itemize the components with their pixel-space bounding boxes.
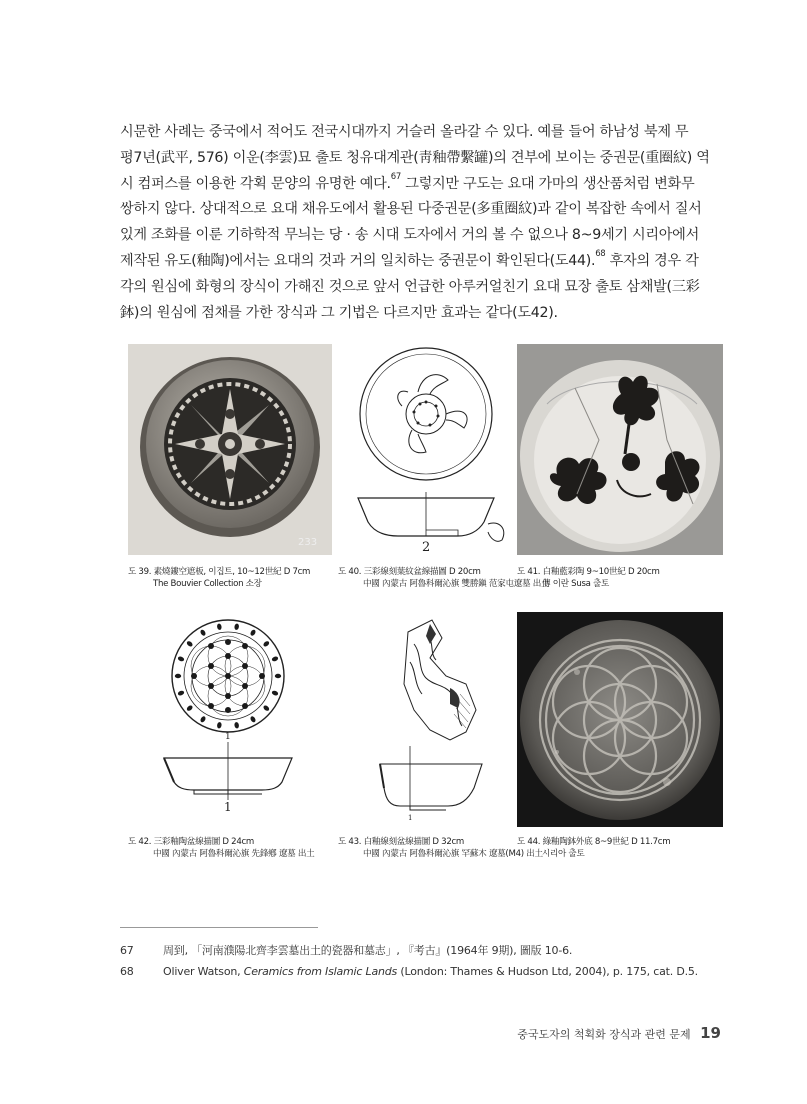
figure-43-caption: 도 43. 白釉線刻盆線描圖 D 32cm 中國 內蒙古 阿魯科爾沁旗 罕蘇木 遼墓(M4) 出土 [338,837,543,859]
body-paragraph [120,120,732,326]
figure-40-drawing [338,344,513,558]
figure-44-photo [517,612,723,827]
body-line: 제작된 유도(釉陶)에서는 요대의 것과 거의 일치하는 중권문이 확인된다(도44).$^{68}$ 후자의 경우 각 [120,248,699,269]
body-line: 시문한 사례는 중국에서 적어도 전국시대까지 거슬러 올라갈 수 있다. 예를 들어 하남성 북제 무 [120,124,689,140]
figure-42-drawing [158,614,308,822]
body-line: 있게 조화를 이룬 기하학적 무늬는 당 · 송 시대 도자에서 거의 볼 수 없으나 8~9세기 시리아에서 [120,227,699,244]
drawing-label: 2 [422,540,431,555]
footnote-ref-68[interactable]: 68 [595,248,606,259]
figure-42-caption: 도 42. 三彩釉陶盆線描圖 D 24cm 中國 內蒙古 阿魯科爾沁旗 先鋒鄕 遼墓 出土 [128,837,315,859]
figure-40-caption: 도 40. 三彩線刻葉紋盆線描圖 D 20cm 中國 內蒙古 阿魯科爾沁旗 雙勝鎭 范家屯遼墓 出土 [338,567,550,589]
footnote-68: 68 Oliver Watson, Ceramics from Islamic Lands (London: Thames & Hudson Ltd, 2004), p. 175, cat. D.5. [120,965,698,978]
body-line: 쌍하지 않다. 상대적으로 요대 채유도에서 활용된 다중권문(多重圈紋)과 같이 복잡한 속에서 질서 [120,201,702,218]
figure-39-photo [128,344,332,555]
drawing-label-top: 1 [225,732,231,742]
figure-44-caption: 도 44. 綠釉陶鉢外底 8~9世紀 D 11.7cm 시리아 출토 [517,837,671,859]
body-line: 평7년(武平, 576) 이운(李雲)묘 출토 청유대계관(靑釉帶繫罐)의 견부에 보이는 중권문(重圈紋) 역 [120,149,710,166]
body-line: 각의 원심에 화형의 장식이 가해진 것으로 앞서 언급한 아루커얼친기 요대 묘장 출토 삼채발(三彩 [120,278,700,295]
footnote-ref-67[interactable]: 67 [390,171,401,182]
body-line: 시 컴퍼스를 이용한 각획 문양의 유명한 예다.$^{67}$ 그렇지만 구도는 요대 가마의 생산품처럼 변화무 [120,171,695,192]
figure-39-caption: 도 39. 素燒鏤空遮板, 이집트, 10~12世紀 D 7cm The Bouvier Collection 소장 [128,567,311,589]
drawing-label: 1 [408,814,413,822]
page-footer [517,1024,721,1042]
figure-41-caption: 도 41. 白釉藍彩陶 9~10世紀 D 20cm 傳 이란 Susa 출토 [517,567,660,589]
figure-41-photo [517,344,723,555]
footnote-divider [120,927,318,928]
drawing-label: 1 [224,800,232,814]
page-number: 19 [700,1024,721,1042]
figure-43-drawing [370,614,492,828]
photo-label: 233 [298,537,318,548]
running-title: 중국도자의 척획화 장식과 관련 문제 [517,1028,691,1041]
body-line: 鉢)의 원심에 점채를 가한 장식과 그 기법은 다르지만 효과는 같다(도42). [120,304,558,321]
footnote-67: 67 周到, 「河南濮陽北齊李雲墓出土的瓷器和墓志」, 『考古』(1964年 9期), 圖版 10-6. [120,944,573,957]
